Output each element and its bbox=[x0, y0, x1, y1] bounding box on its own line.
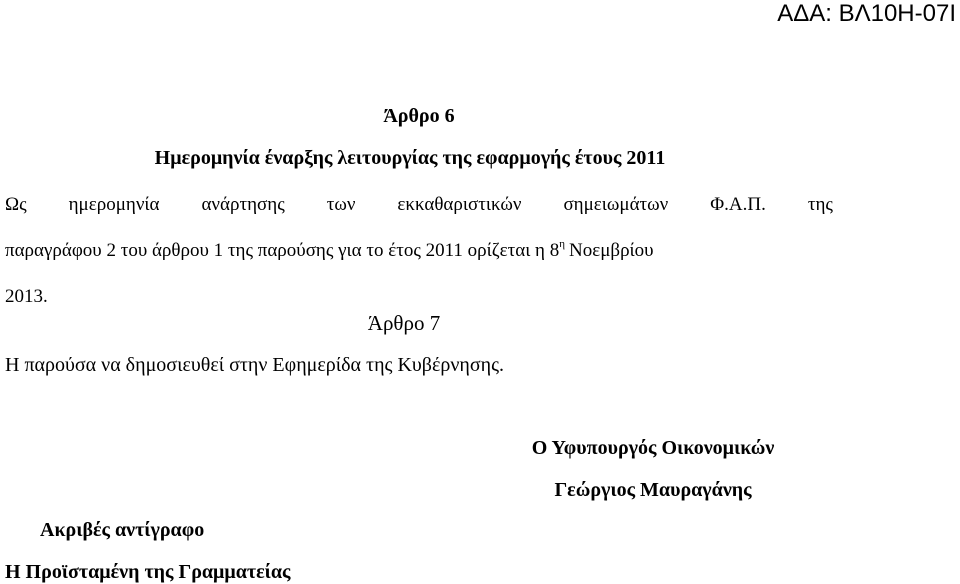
paragraph-word: σημειωμάτων bbox=[563, 194, 669, 215]
paragraph-line-2 bbox=[5, 228, 833, 274]
signatory-name: Γεώργιος Μαυραγάνης bbox=[554, 479, 752, 501]
paragraph-word: Ως bbox=[5, 194, 27, 215]
article-7-text: Η παρούσα να δημοσιευθεί στην Εφημερίδα της Κυβέρνησης. bbox=[5, 354, 505, 376]
paragraph-word: Φ.Α.Π. bbox=[710, 194, 766, 215]
paragraph-line-3: 2013. bbox=[5, 286, 48, 307]
paragraph-line-1 bbox=[5, 182, 833, 228]
paragraph-word: ημερομηνία bbox=[68, 194, 160, 215]
secretariat-head-label: Η Προϊσταμένη της Γραμματείας bbox=[5, 561, 291, 583]
article-6-paragraph bbox=[5, 182, 833, 320]
document-ada-code: ΑΔΑ: ΒΛ10Η-07Ι bbox=[777, 0, 956, 27]
paragraph-word: εκκαθαριστικών bbox=[397, 194, 522, 215]
signatory-title: Ο Υφυπουργός Οικονομικών bbox=[531, 437, 775, 459]
article-6-title: Ημερομηνία έναρξης λειτουργίας της εφαρμογής έτους 2011 bbox=[154, 147, 666, 169]
paragraph-text: Νοεμβρίου bbox=[569, 240, 654, 261]
paragraph-word: των bbox=[326, 194, 356, 215]
paragraph-text: παραγράφου 2 του άρθρου 1 της παρούσης για το έτος 2011 ορίζεται η 8 bbox=[5, 240, 560, 261]
paragraph-word: ανάρτησης bbox=[201, 194, 285, 215]
certified-copy-label: Ακριβές αντίγραφο bbox=[40, 519, 205, 541]
paragraph-word: της bbox=[807, 194, 833, 215]
article-7-heading: Άρθρο 7 bbox=[367, 311, 441, 335]
ordinal-superscript: η bbox=[559, 238, 566, 250]
article-6-heading: Άρθρο 6 bbox=[383, 105, 455, 127]
